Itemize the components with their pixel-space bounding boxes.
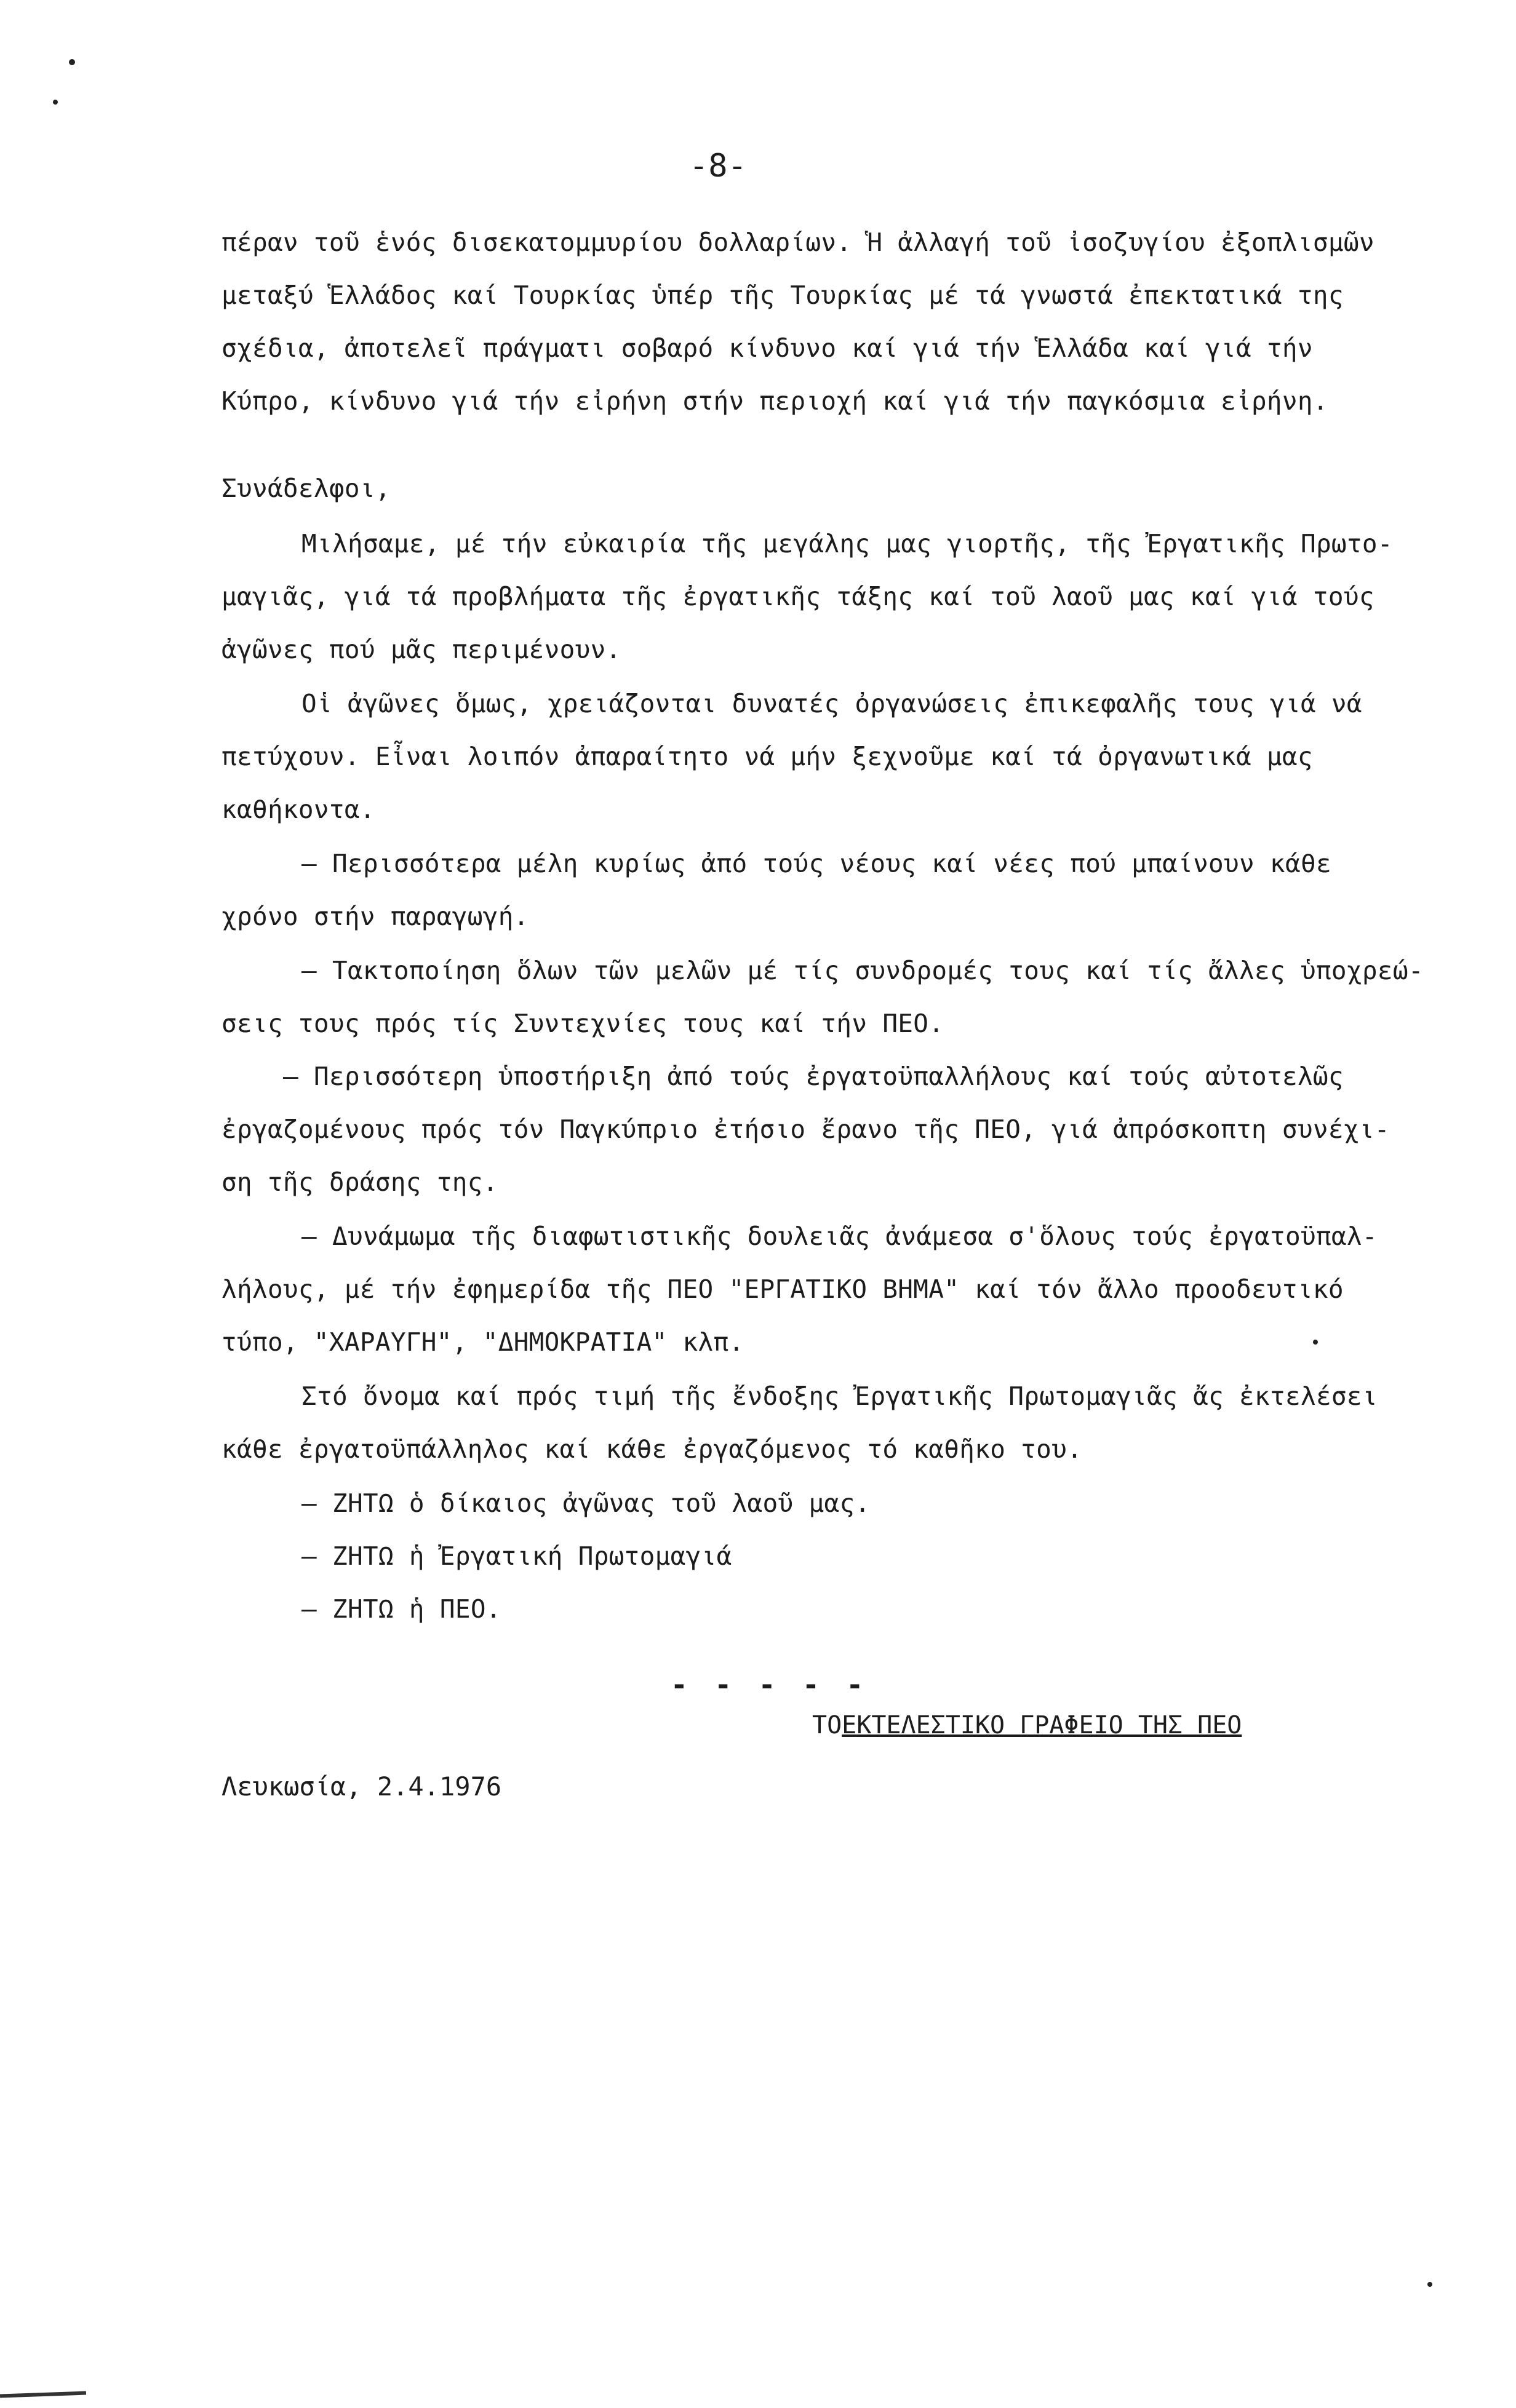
list-item: – Τακτοποίηση ὅλων τῶν μελῶν μέ τίς συνδρομές τους καί τίς ἄλλες ὑποχρεώ-	[301, 956, 1424, 985]
signature-office: ΕΚΤΕΛΕΣΤΙΚΟ ΓΡΑΦΕΙΟ ΤΗΣ ΠΕΟ	[842, 1711, 1242, 1739]
signature-prefix: ΤΟ	[812, 1711, 842, 1739]
scan-speck	[53, 100, 58, 105]
place-date: Λευκωσία, 2.4.1976	[221, 1771, 502, 1802]
page-number: -8-	[689, 148, 747, 185]
text-line: ση τῆς δράσης της.	[221, 1167, 498, 1197]
scan-mark	[0, 2391, 86, 2398]
signature	[812, 1711, 1242, 1739]
text-line: μεταξύ Ἑλλάδος καί Τουρκίας ὑπέρ τῆς Τουρκίας μέ τά γνωστά ἐπεκτατικά της	[221, 280, 1344, 310]
scan-speck	[69, 59, 75, 65]
text-line: Στό ὄνομα καί πρός τιμή τῆς ἔνδοξης Ἐργατικῆς Πρωτομαγιᾶς ἄς ἐκτελέσει	[301, 1381, 1378, 1411]
text-line: κάθε ἐργατοϋπάλληλος καί κάθε ἐργαζόμενος τό καθῆκο του.	[221, 1434, 1083, 1464]
slogan-line: – ΖΗΤΩ ἡ ΠΕΟ.	[301, 1594, 501, 1624]
scan-speck	[1427, 2282, 1432, 2287]
text-line: Οἱ ἀγῶνες ὅμως, χρειάζονται δυνατές ὀργανώσεις ἐπικεφαλῆς τους γιά νά	[301, 689, 1362, 718]
text-line: λήλους, μέ τήν ἐφημερίδα τῆς ΠΕΟ "ΕΡΓΑΤΙΚΟ ΒΗΜΑ" καί τόν ἄλλο προοδευτικό	[221, 1274, 1344, 1304]
text-line: Μιλήσαμε, μέ τήν εὐκαιρία τῆς μεγάλης μας γιορτῆς, τῆς Ἐργατικῆς Πρωτο-	[301, 529, 1393, 558]
list-item: – Περισσότερα μέλη κυρίως ἀπό τούς νέους καί νέες πού μπαίνουν κάθε	[301, 849, 1331, 878]
scan-speck	[1313, 1340, 1318, 1345]
list-item: – Περισσότερη ὑποστήριξη ἀπό τούς ἐργατοϋπαλλήλους καί τούς αὐτοτελῶς	[283, 1062, 1344, 1091]
text-line: μαγιᾶς, γιά τά προβλήματα τῆς ἐργατικῆς τάξης καί τοῦ λαοῦ μας καί γιά τούς	[221, 582, 1374, 611]
slogan-line: – ΖΗΤΩ ὁ δίκαιος ἀγῶνας τοῦ λαοῦ μας.	[301, 1488, 871, 1518]
text-line: χρόνο στήν παραγωγή.	[221, 902, 529, 931]
text-line: Κύπρο, κίνδυνο γιά τήν εἰρήνη στήν περιοχή καί γιά τήν παγκόσμια εἰρήνη.	[221, 386, 1328, 416]
list-item: – Δυνάμωμα τῆς διαφωτιστικῆς δουλειᾶς ἀνάμεσα σ'ὅλους τούς ἐργατοϋπαλ-	[301, 1222, 1378, 1251]
text-line: πέραν τοῦ ἑνός δισεκατομμυρίου δολλαρίων. Ἡ ἀλλαγή τοῦ ἰσοζυγίου ἐξοπλισμῶν	[221, 228, 1374, 257]
text-line: καθήκοντα.	[221, 795, 375, 824]
text-line: τύπο, "ΧΑΡΑΥΓΗ", "ΔΗΜΟΚΡΑΤΙΑ" κλπ.	[221, 1327, 744, 1357]
text-line: σεις τους πρός τίς Συντεχνίες τους καί τήν ΠΕΟ.	[221, 1009, 944, 1038]
text-line: ἐργαζομένους πρός τόν Παγκύπριο ἐτήσιο ἔρανο τῆς ΠΕΟ, γιά ἀπρόσκοπτη συνέχι-	[221, 1115, 1390, 1144]
separator: - - - - -	[671, 1668, 869, 1701]
slogan-line: – ΖΗΤΩ ἡ Ἐργατική Πρωτομαγιά	[301, 1541, 732, 1571]
text-line: ἀγῶνες πού μᾶς περιμένουν.	[221, 635, 621, 664]
text-line: πετύχουν. Εἶναι λοιπόν ἀπαραίτητο νά μήν ξεχνοῦμε καί τά ὀργανωτικά μας	[221, 742, 1313, 771]
text-line: σχέδια, ἀποτελεῖ πράγματι σοβαρό κίνδυνο καί γιά τήν Ἑλλάδα καί γιά τήν	[221, 333, 1313, 363]
salutation: Συνάδελφοι,	[221, 474, 391, 503]
